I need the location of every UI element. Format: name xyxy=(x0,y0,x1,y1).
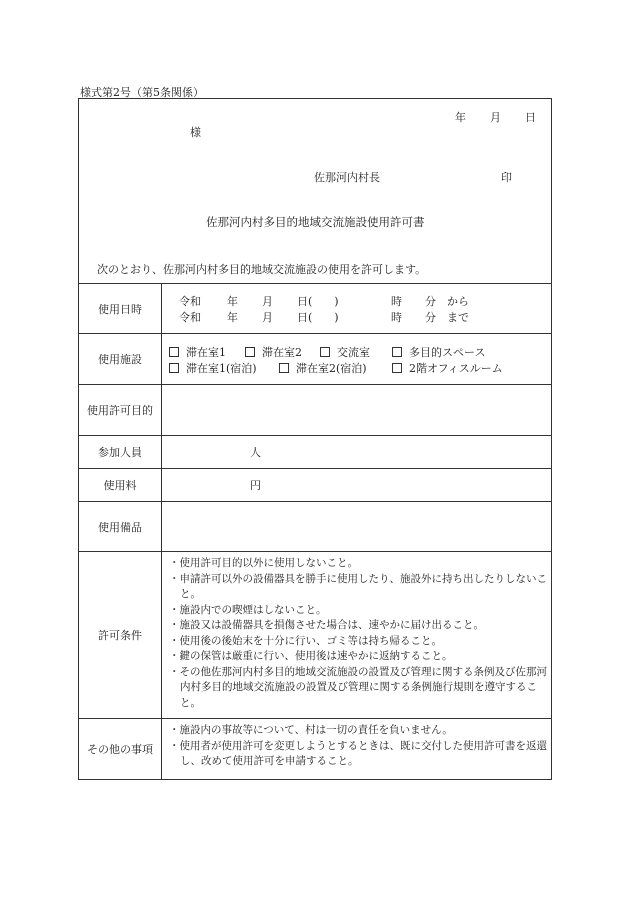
condition-item: ・使用後の後始末を十分に行い、ゴミ等は持ち帰ること。 xyxy=(169,634,442,647)
rule xyxy=(79,435,551,436)
facility-option[interactable]: 滞在室2 xyxy=(245,344,302,360)
condition-item: ・使用許可目的以外に使用しないこと。 xyxy=(169,557,358,569)
purpose-label: 使用許可目的 xyxy=(87,404,153,417)
condition-item: ・申請許可以外の設備器具を勝手に使用したり、施設外に持ち出したりしないこと。 xyxy=(169,572,547,600)
checkbox[interactable] xyxy=(245,347,255,357)
condition-item: ・その他佐那河内村多目的地域交流施設の設置及び管理に関する条例及び佐那河内村多目的地域交流施設の設置及び管理に関する条例施行規則を遵守すること。 xyxy=(169,665,547,709)
date-month: 月 xyxy=(490,111,501,124)
rule xyxy=(79,468,551,469)
equipment-field[interactable] xyxy=(163,503,549,549)
rule xyxy=(79,718,551,719)
document-title: 佐那河内村多目的地域交流施設使用許可書 xyxy=(206,215,425,229)
facility-label: 使用施設 xyxy=(98,353,142,366)
conditions-label: 許可条件 xyxy=(98,629,142,642)
checkbox[interactable] xyxy=(169,363,179,373)
facility-option[interactable]: 多目的スペース xyxy=(392,344,485,360)
purpose-field[interactable] xyxy=(163,386,549,434)
other-label: その他の事項 xyxy=(87,743,153,756)
participants-unit: 人 xyxy=(250,446,261,459)
date-year: 年 xyxy=(455,111,466,124)
form-number-label: 様式第2号（第5条関係） xyxy=(80,86,204,99)
participants-label: 参加人員 xyxy=(98,446,142,459)
fee-unit: 円 xyxy=(250,479,261,492)
rule xyxy=(79,551,551,552)
checkbox[interactable] xyxy=(392,363,402,373)
equipment-label: 使用備品 xyxy=(98,521,142,534)
facility-option[interactable]: 滞在室2(宿泊) xyxy=(279,360,367,376)
conditions-list xyxy=(169,556,550,711)
checkbox[interactable] xyxy=(279,363,289,373)
facility-option[interactable]: 滞在室1(宿泊) xyxy=(169,360,257,376)
checkbox[interactable] xyxy=(320,347,330,357)
condition-item: ・鍵の保管は厳重に行い、使用後は速やかに返納すること。 xyxy=(169,650,453,662)
dates-label: 使用日時 xyxy=(98,303,142,316)
other-item: ・施設内の事故等について、村は一切の責任を負いません。 xyxy=(169,724,453,736)
permit-statement: 次のとおり、佐那河内村多目的地域交流施設の使用を許可します。 xyxy=(97,263,427,276)
issuer-name: 佐那河内村長 xyxy=(314,171,380,184)
fee-label: 使用料 xyxy=(103,479,137,492)
addressee-suffix: 様 xyxy=(190,126,201,139)
column-divider xyxy=(161,283,162,779)
other-item: ・使用者が使用許可を変更しようとするときは、既に交付した使用許可書を返還し、改めて使用許可を申請すること。 xyxy=(169,739,547,767)
rule xyxy=(79,333,551,334)
other-list xyxy=(169,723,550,770)
condition-item: ・施設内での喫煙はしないこと。 xyxy=(169,603,327,616)
facility-option[interactable]: 2階オフィスルーム xyxy=(392,360,503,376)
seal-mark: 印 xyxy=(501,171,512,184)
rule xyxy=(79,501,551,502)
permit-form: 年 月 日 様 佐那河内村長 印 佐那河内村多目的地域交流施設使用許可書 次のとおり、佐那河内村多目的地域交流施設の使用を許可します。 使用日時 令和 年 月 日( ) 時 分 から 令和 年 月 日( ) 時 分 まで 使用施設 滞在室1 滞在室2 交流室 多目的スペース 滞在室1(宿泊) 滞在室2(宿泊) 2階オフィスルーム 使用許可目的 参加人員 人 使用料 円 使用備品 許可条件 ・使用許可目的以外に使用しないこと。 ・申請許可以外の設備器具を勝手に使用したり、施設外に持ち出したりしないこと。 ・施設内での喫煙はしないこと。 ・施設又は設備器具を損傷させた場合は、速やかに届け出ること。 ・使用後の後始末を十分に行い、ゴミ等は持ち帰ること。 ・鍵の保管は厳重に行い、使用後は速やかに返納すること。 ・その他佐那河内村多目的地域交流施設の設置及び管理に関する条例及び佐那河内村多目的地域交流施設の設置及び管理に関する条例施行規則を遵守すること。 その他の事項 ・施設内の事故等について、村は一切の責任を負いません。 ・使用者が使用許可を変更しようとするときは、既に交付した使用許可書を返還し、改めて使用許可を申請すること。 xyxy=(78,98,552,780)
facility-option[interactable]: 滞在室1 xyxy=(169,344,226,360)
checkbox[interactable] xyxy=(169,347,179,357)
facility-option[interactable]: 交流室 xyxy=(320,344,370,360)
rule xyxy=(79,384,551,385)
rule xyxy=(79,283,551,284)
checkbox[interactable] xyxy=(392,347,402,357)
date-day: 日 xyxy=(525,111,536,124)
condition-item: ・施設又は設備器具を損傷させた場合は、速やかに届け出ること。 xyxy=(169,619,484,631)
